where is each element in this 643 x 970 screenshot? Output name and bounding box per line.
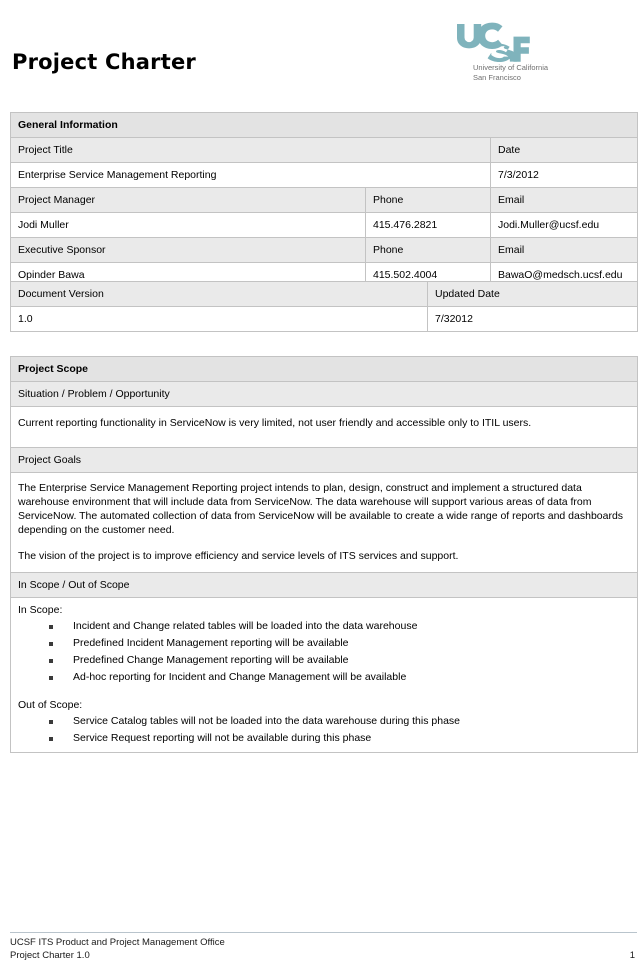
table-row xyxy=(11,473,638,573)
in-scope-list xyxy=(18,618,631,686)
label-updated-date: Updated Date xyxy=(428,282,638,307)
value-date: 7/3/2012 xyxy=(491,163,638,188)
table-row xyxy=(11,307,638,332)
project-goals-paragraph-2: The vision of the project is to improve efficiency and service levels of ITS services and support. xyxy=(18,550,459,562)
scope-spacer xyxy=(18,686,631,698)
value-executive-sponsor: Opinder Bawa xyxy=(11,263,366,288)
label-document-version: Document Version xyxy=(11,282,428,307)
logo-subtitle-line1: University of California xyxy=(473,63,549,72)
label-date: Date xyxy=(491,138,638,163)
list-item: Predefined Incident Management reporting will be available xyxy=(18,635,631,652)
footer-text xyxy=(10,937,225,962)
list-item: Incident and Change related tables will be loaded into the data warehouse xyxy=(18,618,631,635)
value-updated-date: 7/32012 xyxy=(428,307,638,332)
ucsf-logo xyxy=(455,22,575,83)
list-item: Ad-hoc reporting for Incident and Change Management will be available xyxy=(18,669,631,686)
label-email: Email xyxy=(491,188,638,213)
page-header xyxy=(0,0,643,92)
value-email: Jodi.Muller@ucsf.edu xyxy=(491,213,638,238)
list-item: Service Catalog tables will not be loaded into the data warehouse during this phase xyxy=(18,713,631,730)
table-row xyxy=(11,282,638,307)
label-executive-sponsor: Executive Sponsor xyxy=(11,238,366,263)
label-project-title: Project Title xyxy=(11,138,491,163)
table-row xyxy=(11,382,638,407)
value-email-sponsor: BawaO@medsch.ucsf.edu xyxy=(491,263,638,288)
table-row xyxy=(11,213,638,238)
project-goals-paragraph-1: The Enterprise Service Management Reporting project intends to plan, design, construct and implement a structured data warehouse environment that will include data from ServiceNow. The data warehouse will support various areas of data from ServiceNow. The automated collection of data from ServiceNow will be available to create a wide range of reports and dashboards depending on the customer need. xyxy=(18,482,624,536)
page-footer xyxy=(10,932,637,962)
table-row xyxy=(11,407,638,448)
page-number: 1 xyxy=(629,949,635,961)
table-row xyxy=(11,138,638,163)
table-row xyxy=(11,573,638,598)
value-phone: 415.476.2821 xyxy=(366,213,491,238)
footer-line-2: Project Charter 1.0 xyxy=(10,949,90,961)
label-phone: Phone xyxy=(366,188,491,213)
table-row xyxy=(11,188,638,213)
value-project-title: Enterprise Service Management Reporting xyxy=(11,163,491,188)
logo-subtitle-line2: San Francisco xyxy=(473,73,521,82)
table-row xyxy=(11,163,638,188)
in-scope-label: In Scope: xyxy=(18,604,63,616)
general-information-table xyxy=(10,112,638,288)
list-item: Service Request reporting will not be available during this phase xyxy=(18,730,631,747)
project-goals-body xyxy=(11,473,638,573)
value-phone-sponsor: 415.502.4004 xyxy=(366,263,491,288)
value-document-version: 1.0 xyxy=(11,307,428,332)
situation-problem-opportunity-text: Current reporting functionality in ServiceNow is very limited, not user friendly and accessible only to ITIL users. xyxy=(11,407,638,448)
document-version-table xyxy=(10,281,638,332)
out-of-scope-label: Out of Scope: xyxy=(18,699,83,711)
out-of-scope-list xyxy=(18,713,631,747)
list-item: Predefined Change Management reporting will be available xyxy=(18,652,631,669)
table-row xyxy=(11,357,638,382)
situation-problem-opportunity-header: Situation / Problem / Opportunity xyxy=(11,382,638,407)
logo-subtitle xyxy=(455,63,575,83)
footer-line-1: UCSF ITS Product and Project Management Office xyxy=(10,937,225,948)
general-information-heading: General Information xyxy=(11,113,638,138)
label-email-sponsor: Email xyxy=(491,238,638,263)
scope-body xyxy=(11,598,638,753)
table-row xyxy=(11,598,638,753)
in-scope-out-of-scope-header: In Scope / Out of Scope xyxy=(11,573,638,598)
label-phone-sponsor: Phone xyxy=(366,238,491,263)
project-scope-table xyxy=(10,356,638,753)
table-row xyxy=(11,448,638,473)
table-row xyxy=(11,113,638,138)
table-row xyxy=(11,238,638,263)
label-project-manager: Project Manager xyxy=(11,188,366,213)
value-project-manager: Jodi Muller xyxy=(11,213,366,238)
project-scope-heading: Project Scope xyxy=(11,357,638,382)
project-goals-header: Project Goals xyxy=(11,448,638,473)
ucsf-wordmark-icon xyxy=(455,22,531,62)
page-title: Project Charter xyxy=(12,50,196,74)
